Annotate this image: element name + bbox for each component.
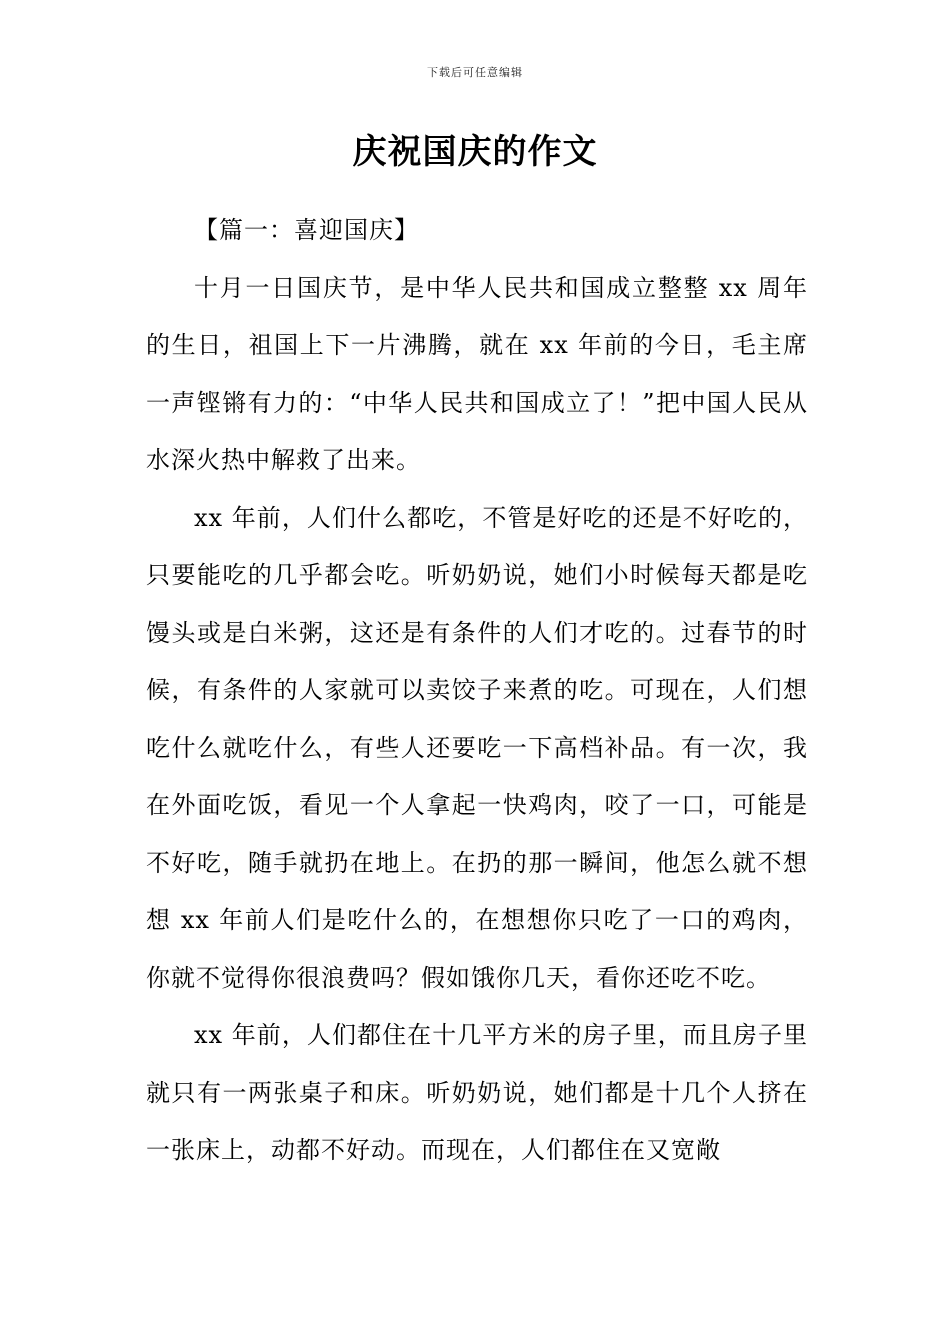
- paragraph-3: xx 年前，人们都住在十几平方米的房子里，而且房子里就只有一两张桌子和床。听奶奶说，她们都是十几个人挤在一张床上，动都不好动。而现在，人们都住在又宽敞: [146, 1021, 808, 1164]
- document-body: [146, 202, 808, 1180]
- paragraph-1: 十月一日国庆节，是中华人民共和国成立整整 xx 周年的生日，祖国上下一片沸腾，就在 xx 年前的今日，毛主席一声铿锵有力的：“中华人民共和国成立了！”把中国人民从水深火热中解救了出来。: [146, 273, 808, 474]
- paragraph-2: xx 年前，人们什么都吃，不管是好吃的还是不好吃的，只要能吃的几乎都会吃。听奶奶说，她们小时候每天都是吃馒头或是白米粥，这还是有条件的人们才吃的。过春节的时候，有条件的人家就可以卖饺子来煮的吃。可现在，人们想吃什么就吃什么，有些人还要吃一下高档补品。有一次，我在外面吃饭，看见一个人拿起一快鸡肉，咬了一口，可能是不好吃，随手就扔在地上。在扔的那一瞬间，他怎么就不想想 xx 年前人们是吃什么的，在想想你只吃了一口的鸡肉，你就不觉得你很浪费吗？假如饿你几天，看你还吃不吃。: [146, 503, 808, 992]
- header-note: 下载后可任意编辑: [427, 66, 523, 79]
- document-title: 庆祝国庆的作文: [352, 132, 598, 172]
- section-heading: 【篇一：喜迎国庆】: [194, 216, 419, 244]
